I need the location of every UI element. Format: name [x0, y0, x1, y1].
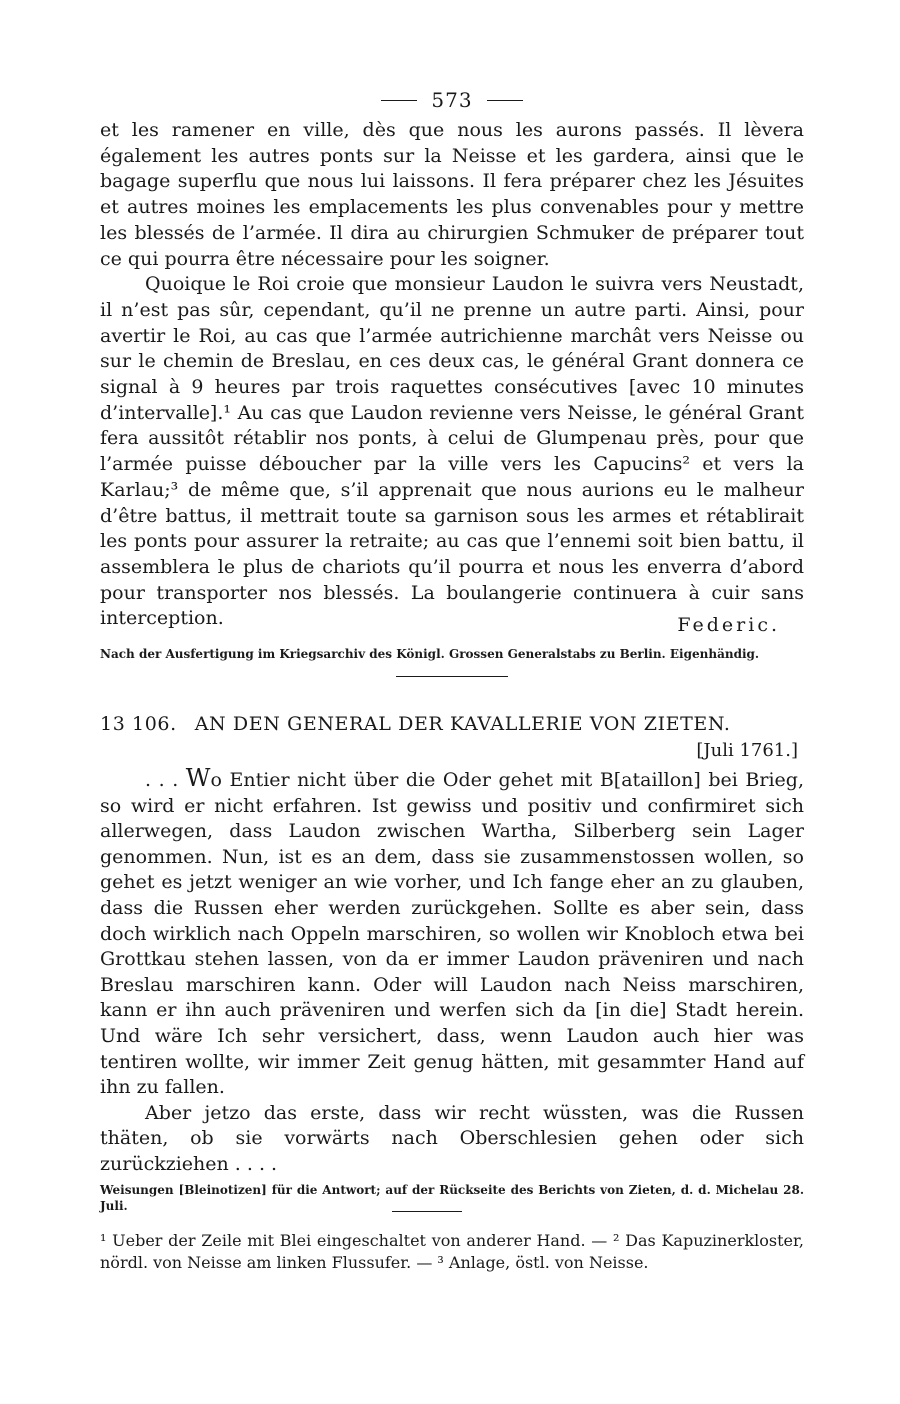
letter-end-paragraph-2: Quoique le Roi croie que monsieur Laudon le suivra vers Neustadt, il n’est pas sûr, cependant, qu’il ne prenne un autre parti. Ainsi, pour avertir le Roi, au cas que l’armée autrichienne marchât vers Neisse ou sur le chemin de Breslau, en ces deux cas, le général Grant donnera ce signal à 9 heures par trois raquettes consécutives [avec 10 minutes d’intervalle].¹ Au cas que Laudon revienne vers Neisse, le général Grant fera aussitôt rétablir nos ponts, à celui de Glumpenau près, pour que l’armée puisse déboucher par la ville vers les Capucins² et vers la Karlau;³ de même que, s’il apprenait que nous aurions eu le malheur d’être battus, il mettrait toute sa garnison sous les armes et rétablirait les ponts pour assurer la retraite; au cas que l’ennemi soit bien battu, il assemblera le plus de chariots qu’il pourra et nous les enverra d’abord pour transporter nos blessés. La boulangerie continuera à cuir sans interception. [100, 273, 804, 630]
section-divider [396, 676, 508, 677]
document-page [100, 88, 804, 1274]
letter-paragraph-1-text: o Entier nicht über die Oder gehet mit B[ataillon] bei Brieg, so wird er nicht erfahren. Ist gewiss und positiv und confirmiret sich allerwegen, dass Laudon zwischen Wartha, Silberberg sein Lager genommen. Nun, ist es an dem, dass sie zusammenstossen wollen, so gehet es jetzt weniger an wie vorher, und Ich fange eher an zu glauben, dass die Russen eher werden zurückgehen. Sollte es aber sein, dass doch wirklich nach Oppeln marschiren, so wollen wir Knobloch etwa bei Grottkau stehen lassen, von da er immer Laudon präveniren und nach Breslau marschiren kann. Oder will Laudon nach Neiss marschiren, kann er ihn auch präveniren und werfen sich da [in die] Stadt herein. Und wäre Ich sehr versichert, dass, wenn Laudon auch hier was tentiren wollte, wir immer Zeit genug hätten, mit gesammter Hand auf ihn zu fallen. [100, 769, 804, 1099]
header-rule-right [487, 100, 523, 101]
letter-number: 13 106. [100, 713, 177, 736]
opening-ellipsis: . . . [145, 769, 179, 792]
letter-date: [Juli 1761.] [696, 740, 798, 762]
source-note: Nach der Ausfertigung im Kriegsarchiv des Königl. Grossen Generalstabs zu Berlin. Eigenhändig. [100, 647, 760, 662]
letter-source-note: Weisungen [Bleinotizen] für die Antwort; auf der Rückseite des Berichts von Zieten, d. d. Michelau 28. Juli. [100, 1182, 804, 1213]
signature: Federic. [677, 614, 780, 637]
page-number: 573 [431, 88, 473, 112]
letter-title: AN DEN GENERAL DER KAVALLERIE VON ZIETEN. [194, 713, 731, 736]
letter-end-paragraph-1: et les ramener en ville, dès que nous les aurons passés. Il lèvera également les autres ponts sur la Neisse et les gardera, ainsi que le bagage superflu que nous lui laissons. Il fera préparer chez les Jésuites et autres moines les emplacements les plus convenables pour y mettre les blessés de l’armée. Il dira au chirurgien Schmuker de préparer tout ce qui pourra être nécessaire pour les soigner. [100, 119, 804, 270]
header-rule-left [381, 100, 417, 101]
letter-heading [100, 710, 804, 738]
footnotes: ¹ Ueber der Zeile mit Blei eingeschaltet von anderer Hand. — ² Das Kapuzinerkloster, nördl. von Neisse am linken Flussufer. — ³ Anlage, östl. von Neisse. [100, 1230, 804, 1272]
initial-letter: W [185, 764, 211, 793]
letter-paragraph-2: Aber jetzo das erste, dass wir recht wüssten, was die Russen thäten, ob sie vorwärts nach Oberschlesien gehen oder sich zurückziehen . . . . [100, 1101, 804, 1175]
footnote-divider [392, 1211, 462, 1212]
letter-paragraph-1 [100, 766, 804, 1101]
page-header [100, 88, 804, 112]
